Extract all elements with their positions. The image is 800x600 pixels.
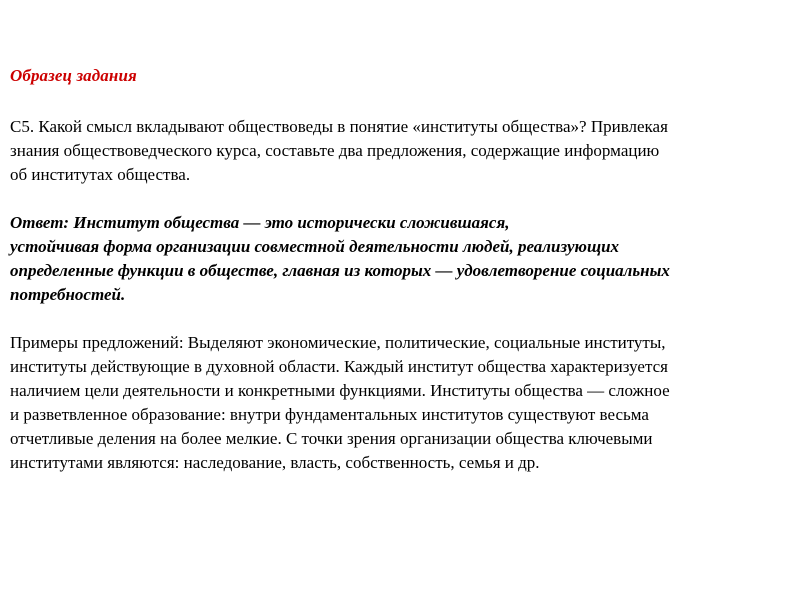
examples-line: наличием цели деятельности и конкретными функциями. Институты общества — сложное (10, 381, 670, 400)
examples-paragraph (10, 331, 800, 475)
slide-heading: Образец задания (10, 66, 137, 85)
examples-line: и разветвленное образование: внутри фундаментальных институтов существуют весьма (10, 405, 649, 424)
examples-line: отчетливые деления на более мелкие. С точки зрения организации общества ключевыми (10, 429, 653, 448)
question-line: С5. Какой смысл вкладывают обществоведы в понятие «институты общества»? Привлекая (10, 117, 668, 136)
answer-line: потребностей. (10, 285, 126, 304)
answer-line: Ответ: Институт общества — это исторически сложившаяся, (10, 213, 510, 232)
examples-line: институты действующие в духовной области. Каждый институт общества характеризуется (10, 357, 668, 376)
question-paragraph (10, 115, 800, 187)
answer-line: устойчивая форма организации совместной деятельности людей, реализующих (10, 237, 620, 256)
question-line: знания обществоведческого курса, составьте два предложения, содержащие информацию (10, 141, 660, 160)
answer-line: определенные функции в обществе, главная из которых — удовлетворение социальных (10, 261, 670, 280)
examples-line: институтами являются: наследование, власть, собственность, семья и др. (10, 453, 540, 472)
examples-line: Примеры предложений: Выделяют экономические, политические, социальные институты, (10, 333, 666, 352)
answer-paragraph (10, 211, 800, 307)
question-line: об институтах общества. (10, 165, 191, 184)
